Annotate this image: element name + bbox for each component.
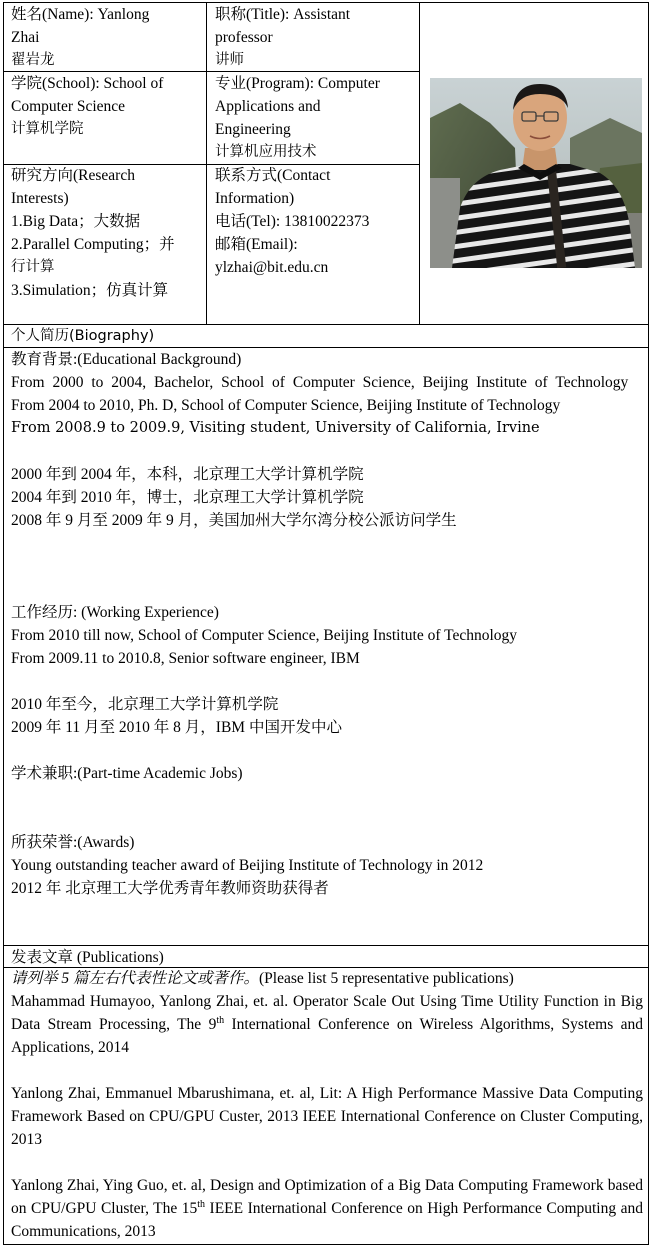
awards-heading: 所获荣誉:(Awards) [11,834,135,851]
publication-text: Yanlong Zhai, Ying Guo, et. al, Design and Optimization of a Big Data Computing Framework based on CPU/GPU Cluster, The 15 [11,1177,643,1217]
parttime-heading: 学术兼职:(Part-time Academic Jobs) [11,765,243,782]
instruction-cn: 请列举 5 篇左右代表性论文或著作。 [11,970,260,987]
research-item-3: 3.Simulation；仿真计算 [11,282,169,299]
publication-text: International Conference on Wireless Algorithms, Systems and Applications, 2014 [11,1016,643,1056]
research-label-cont: Interests) [11,190,69,207]
contact-cell [215,164,417,279]
school-cell [11,72,203,141]
work-entry-cn-1: 2010 年至今，北京理工大学计算机学院 [11,696,279,713]
publication-item [11,1174,643,1243]
name-label: 姓名(Name): Yanlong [11,6,150,23]
biography-heading-text: 个人简历(Biography) [11,328,155,344]
work-entry-2: From 2009.11 to 2010.8, Senior software engineer, IBM [11,650,360,667]
education-entry-cn-3: 2008 年 9 月至 2009 年 9 月，美国加州大学尔湾分校公派访问学生 [11,512,457,529]
name-cell [11,3,203,72]
education-entry-1: From 2000 to 2004, Bachelor, School of Computer Science, Beijing Institute of Technology [11,374,629,391]
contact-email[interactable]: ylzhai@bit.edu.cn [215,259,329,276]
title-cn: 讲师 [215,52,244,68]
biography-body [11,348,643,900]
publications-body [11,967,643,1243]
title-label: 职称(Title): Assistant [215,6,351,23]
title-label-cont: professor [215,29,273,46]
program-label: 专业(Program): Computer [215,75,380,92]
name-label-cont: Zhai [11,29,40,46]
instruction-en: (Please list 5 representative publications) [259,970,514,987]
publications-heading-text: 发表文章 (Publications) [11,949,164,966]
profile-photo [430,78,642,268]
research-cell [11,164,205,302]
program-label-cont2: Engineering [215,121,291,138]
publications-heading [11,946,641,967]
school-cn: 计算机学院 [11,121,84,137]
work-entry-1: From 2010 till now, School of Computer Science, Beijing Institute of Technology [11,627,518,644]
program-label-cont: Applications and [215,98,321,115]
publications-instruction [11,967,643,990]
divider [206,2,207,324]
awards-entry-cn-1: 2012 年 北京理工大学优秀青年教师资助获得者 [11,880,329,897]
biography-heading [11,325,641,347]
contact-label: 联系方式(Contact [215,167,331,184]
publication-text: IEEE International Conference on High Performance Computing and Communications, 2013 [11,1200,643,1240]
publication-sup: th [197,1198,206,1210]
research-item-2: 2.Parallel Computing；并 [11,236,175,253]
work-entry-cn-2: 2009 年 11 月至 2010 年 8 月，IBM 中国开发中心 [11,719,342,736]
publication-item: Yanlong Zhai, Emmanuel Mbarushimana, et. al, Lit: A High Performance Massive Data Computing Framework Based on CPU/GPU Custer, 2013 IEEE International Conference on Cluster Computing, 2013 [11,1085,643,1148]
publication-sup: th [216,1014,225,1026]
publication-text: Mahammad Humayoo, Yanlong Zhai, et. al. Operator Scale Out Using Time Utility Function in Big Data Stream Processing, The 9 [11,993,643,1033]
contact-tel: 电话(Tel): 13810022373 [215,213,370,230]
education-heading: 教育背景:(Educational Background) [11,351,242,368]
program-cn: 计算机应用技术 [215,144,317,160]
contact-label-cont: Information) [215,190,295,207]
research-label: 研究方向(Research [11,167,135,184]
school-label-cont: Computer Science [11,98,126,115]
education-entry-cn-1: 2000 年到 2004 年，本科，北京理工大学计算机学院 [11,466,364,483]
name-cn: 翟岩龙 [11,52,55,68]
divider [419,2,420,324]
title-cell [215,3,417,72]
research-item-2-cont: 行计算 [11,259,55,275]
contact-email-label: 邮箱(Email): [215,236,298,253]
education-entry-2: From 2004 to 2010, Ph. D, School of Computer Science, Beijing Institute of Technology [11,397,561,414]
school-label: 学院(School): School of [11,75,164,92]
education-entry-cn-2: 2004 年到 2010 年，博士，北京理工大学计算机学院 [11,489,364,506]
work-heading: 工作经历: (Working Experience) [11,604,219,621]
research-item-1: 1.Big Data；大数据 [11,213,141,230]
program-cell [215,72,417,164]
publication-item [11,990,643,1059]
awards-entry-1: Young outstanding teacher award of Beijing Institute of Technology in 2012 [11,857,484,874]
education-entry-3: From 2008.9 to 2009.9, Visiting student, University of California, Irvine [11,420,540,436]
